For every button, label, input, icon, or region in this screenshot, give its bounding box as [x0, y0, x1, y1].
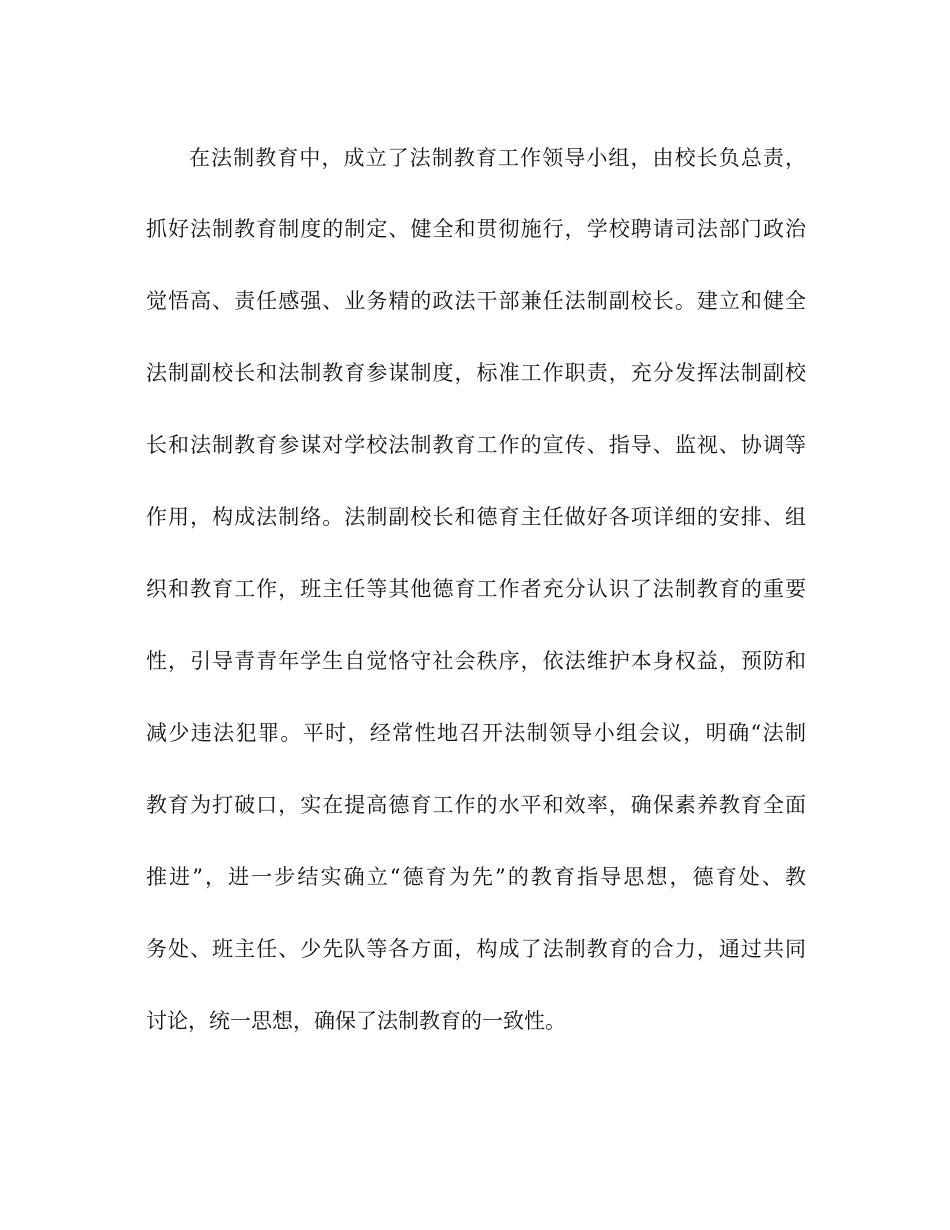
paragraph-line-5: 长和法制教育参谋对学校法制教育工作的宣传、指导、监视、协调等: [146, 433, 806, 457]
paragraph-line-6: 作用，构成法制络。法制副校长和德育主任做好各项详细的安排、组: [146, 505, 806, 529]
paragraph-line-1: 在法制教育中，成立了法制教育工作领导小组，由校长负总责，: [189, 146, 806, 170]
paragraph-line-7: 织和教育工作，班主任等其他德育工作者充分认识了法制教育的重要: [146, 577, 806, 601]
paragraph-line-3: 觉悟高、责任感强、业务精的政法干部兼任法制副校长。建立和健全: [146, 289, 806, 313]
paragraph-line-11: 推进”，进一步结实确立“德育为先”的教育指导思想，德育处、教: [146, 865, 806, 889]
paragraph-line-8: 性，引导青青年学生自觉恪守社会秩序，依法维护本身权益，预防和: [146, 649, 806, 673]
paragraph-line-13: 讨论，统一思想，确保了法制教育的一致性。: [146, 1009, 566, 1033]
paragraph-line-2: 抓好法制教育制度的制定、健全和贯彻施行，学校聘请司法部门政治: [146, 217, 806, 241]
paragraph-line-9: 减少违法犯罪。平时，经常性地召开法制领导小组会议，明确“法制: [146, 721, 806, 745]
paragraph-line-12: 务处、班主任、少先队等各方面，构成了法制教育的合力，通过共同: [146, 937, 806, 961]
paragraph-line-10: 教育为打破口，实在提高德育工作的水平和效率，确保素养教育全面: [146, 793, 806, 817]
paragraph-line-4: 法制副校长和法制教育参谋制度，标准工作职责，充分发挥法制副校: [146, 361, 806, 385]
